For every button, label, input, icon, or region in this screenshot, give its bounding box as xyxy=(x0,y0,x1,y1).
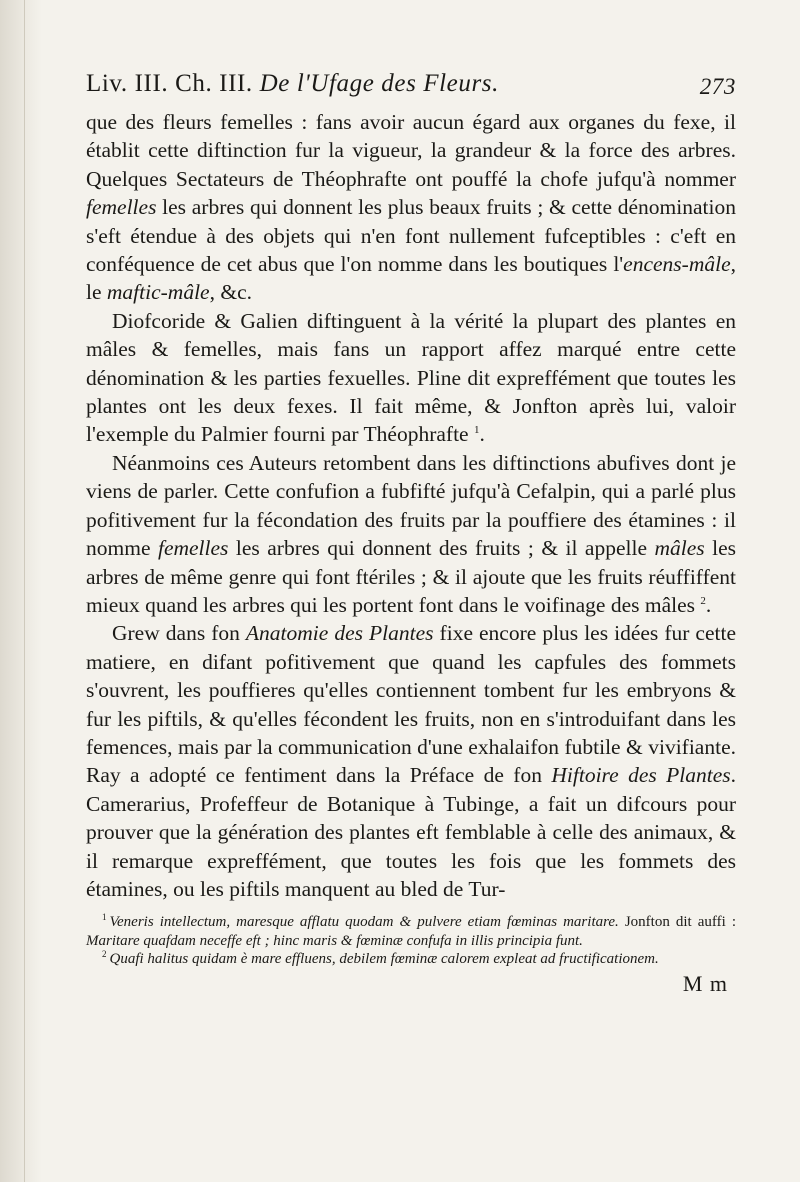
footnote-2: $^2$ Quafi halitus quidam è mare effluens, debilem fœminæ calorem expleat ad fructificationem. xyxy=(102,949,659,968)
footnote-ref-2: 2 xyxy=(700,594,706,607)
page-number: 273 xyxy=(699,74,736,99)
paragraph-1: que des fleurs femelles : fans avoir aucun égard aux organes du fexe, il établit cette diftinction fur la vigueur, la grandeur & la force des arbres. Quelques Sectateurs de Théophrafte ont pouffé la chofe jufqu'à nommer femelles les arbres qui donnent les plus beaux fruits ; & cette dénomination s'eft étendue à des objets qui n'en font nullement fufceptibles : c'eft en conféquence de cet abus que l'on nomme dans les boutiques l'encens-mâle, le maftic-mâle, &c. xyxy=(86,110,736,305)
footnotes xyxy=(86,913,736,968)
main-text xyxy=(86,108,736,903)
running-header xyxy=(86,62,736,102)
footnote-ref-1: 1 xyxy=(473,424,480,437)
footnote-1: $^1$ Veneris intellectum, maresque afflatu quodam & pulvere etiam fœminas maritare. Jonfton dit auffi : Maritare quafdam neceffe eft ; hinc maris & fœminæ confufa in illis principia funt. xyxy=(86,912,737,949)
running-head-subject: De l'Ufage des Fleurs. xyxy=(259,70,499,97)
book-page xyxy=(86,62,736,997)
binding-gutter xyxy=(0,0,42,1182)
running-head-title xyxy=(86,70,499,98)
running-head-chapter: Liv. III. Ch. III. xyxy=(86,70,253,97)
signature-mark: M m xyxy=(682,970,728,996)
paragraph-4: Grew dans fon Anatomie des Plantes fixe encore plus les idées fur cette matiere, en difant pofitivement que quand les capfules des fommets s'ouvrent, les pouffieres qu'elles contiennent tombent fur les embryons & fur les piftils, & qu'elles fécondent les fruits, non en s'introduifant dans les femences, mais par la communication d'une exhalaifon fubtile & vivifiante. Ray a adopté ce fentiment dans la Préface de fon Hiftoire des Plantes. Camerarius, Profeffeur de Botanique à Tubinge, a fait un difcours pour prouver que la génération des plantes eft femblable à celle des animaux, & il remarque expreffément, que toutes les fois que les fommets des étamines, ou les piftils manquent au bled de Tur- xyxy=(86,621,736,901)
paragraph-3: Néanmoins ces Auteurs retombent dans les diftinctions abufives dont je viens de parler. Cette confufion a fubfifté jufqu'à Cefalpin, qui a parlé plus pofitivement fur la fécondation des fruits par la pouffiere des étamines : il nomme femelles les arbres qui donnent des fruits ; & il appelle mâles les arbres de même genre qui font ftériles ; & il ajoute que les fruits réuffiffent mieux quand les arbres qui les portent font dans le voifinage des mâles $^2$. xyxy=(86,450,737,617)
gutter-rule xyxy=(24,0,25,1182)
paragraph-2: Diofcoride & Galien diftinguent à la vérité la plupart des plantes en mâles & femelles, mais fans un rapport affez marqué entre cette dénomination & les parties fexuelles. Pline dit expreffément que toutes les plantes ont les deux fexes. Il fait même, & Jonfton après lui, valoir l'exemple du Palmier fourni par Théophrafte $^1$. xyxy=(86,308,736,447)
